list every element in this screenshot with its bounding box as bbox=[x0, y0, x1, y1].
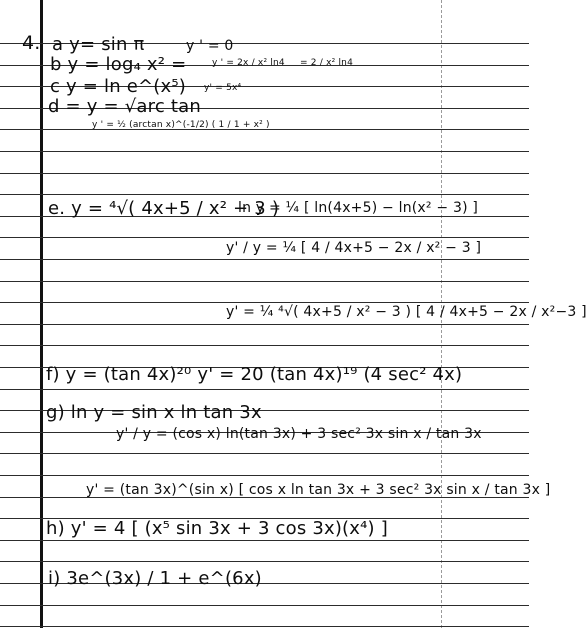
part-b-simplified: = 2 / x² ln4 bbox=[300, 58, 354, 68]
ruled-line bbox=[0, 302, 529, 303]
part-e-log-step: ln y = ¼ [ ln(4x+5) − ln(x² − 3) ] bbox=[238, 200, 479, 216]
ruled-line bbox=[0, 151, 529, 152]
part-e-answer: y' = ¼ ⁴√( 4x+5 / x² − 3 ) [ 4 / 4x+5 − 2x / x²−3 ] bbox=[226, 304, 587, 320]
part-a-derivative: y ' = 0 bbox=[186, 38, 234, 54]
ruled-line bbox=[0, 605, 529, 606]
part-c-function: c y = ln e^(x⁵) bbox=[50, 76, 186, 97]
ruled-line bbox=[0, 237, 529, 238]
ruled-line bbox=[0, 453, 529, 454]
ruled-line bbox=[0, 194, 529, 195]
part-f-work: f) y = (tan 4x)²⁰ y' = 20 (tan 4x)¹⁹ (4 sec² 4x) bbox=[46, 364, 463, 385]
ruled-line bbox=[0, 345, 529, 346]
ruled-line bbox=[0, 561, 529, 562]
part-g-answer: y' = (tan 3x)^(sin x) [ cos x ln tan 3x + 3 sec² 3x sin x / tan 3x ] bbox=[86, 482, 551, 498]
part-a-function: a y= sin π bbox=[52, 34, 145, 55]
part-g-function: g) ln y = sin x ln tan 3x bbox=[46, 402, 262, 423]
part-g-derivative-step: y' / y = (cos x) ln(tan 3x) + 3 sec² 3x sin x / tan 3x bbox=[116, 426, 482, 442]
part-i-work: i) 3e^(3x) / 1 + e^(6x) bbox=[48, 568, 262, 589]
ruled-line bbox=[0, 626, 529, 627]
ruled-line bbox=[0, 259, 529, 260]
part-b-function: b y = log₄ x² = bbox=[50, 54, 187, 75]
ruled-line bbox=[0, 540, 529, 541]
part-d-derivative: y ' = ½ (arctan x)^(-1/2) ( 1 / 1 + x² ) bbox=[92, 120, 270, 130]
ruled-line bbox=[0, 475, 529, 476]
part-c-derivative: y' = 5x⁴ bbox=[204, 83, 242, 93]
part-b-derivative: y ' = 2x / x² ln4 bbox=[212, 58, 285, 68]
margin-line bbox=[40, 0, 43, 628]
ruled-line bbox=[0, 281, 529, 282]
ruled-line bbox=[0, 389, 529, 390]
ruled-line bbox=[0, 173, 529, 174]
part-e-differentiate-step: y' / y = ¼ [ 4 / 4x+5 − 2x / x² − 3 ] bbox=[226, 240, 482, 256]
part-d-function: d = y = √arc tan bbox=[48, 96, 201, 117]
ruled-line bbox=[0, 324, 529, 325]
part-h-work: h) y' = 4 [ (x⁵ sin 3x + 3 cos 3x)(x⁴) ] bbox=[46, 518, 388, 539]
part-e-function: e. y = ⁴√( 4x+5 / x² − 3 ) bbox=[48, 198, 280, 219]
problem-number: 4. bbox=[22, 32, 41, 54]
